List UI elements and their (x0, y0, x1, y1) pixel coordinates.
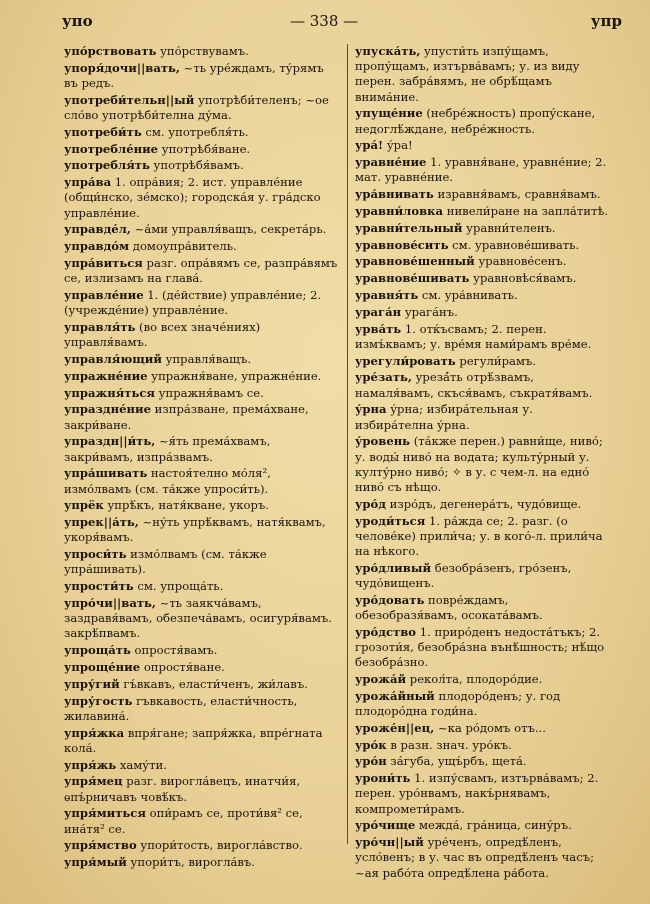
entry-headword: уро́чище (355, 818, 416, 833)
dictionary-entry (64, 660, 339, 675)
dictionary-entry (355, 721, 613, 736)
entry-headword: уро́дство (355, 624, 417, 639)
dictionary-entry (355, 593, 613, 623)
dictionary-entry (355, 155, 613, 185)
dictionary-entry (355, 514, 613, 560)
entry-headword: упра́шивать (64, 466, 148, 481)
dictionary-entry (64, 774, 339, 804)
entry-headword: упоря́дочи||вать, (64, 60, 180, 75)
entry-headword: урага́н (355, 304, 402, 319)
entry-definition: см. упроща́ть. (133, 579, 224, 594)
entry-definition: ~я́ть према́хвамъ, закри́вамъ, изпра́звамъ. (64, 434, 271, 464)
entry-definition: опи́рамъ се, проти́вя² се, ина́тя² се. (64, 806, 303, 836)
entry-definition: см. употребля́ть. (141, 124, 249, 139)
page-header (0, 8, 650, 34)
entry-definition: гъвкавость, еласти́чность, жилавина́. (64, 693, 298, 723)
dictionary-entry (64, 434, 339, 464)
dictionary-entry (64, 369, 339, 384)
entry-definition: употрѣбя́ване. (158, 141, 251, 156)
entry-headword: упрости́ть (64, 579, 134, 594)
entry-definition: изравня́вамъ, сравня́вамъ. (433, 187, 601, 202)
entry-definition: у́ра! (383, 138, 413, 153)
dictionary-entry (355, 689, 613, 719)
entry-headword: управля́ть (64, 319, 136, 334)
column-divider (347, 44, 348, 844)
entry-headword: урони́ть (355, 771, 411, 786)
entry-definition: 1. уравня́ване, уравне́ние; 2. мат. уравне́ние. (355, 155, 607, 185)
entry-headword: упру́гость (64, 693, 133, 708)
entry-headword: урожа́й (355, 671, 407, 686)
entry-headword: упря́мец (64, 774, 123, 789)
entry-definition: плодоро́денъ; у. год плодоро́дна годи́на. (355, 688, 561, 718)
entry-definition: ~ть заякча́вамъ, заздравя́вамъ, обезпеча́вамъ, осигуря́вамъ. закрѣ́пвамъ. (64, 595, 332, 641)
entry-definition: ~ть уре́ждамъ, ту́рямъ въ редъ. (64, 60, 324, 90)
entry-headword: управля́ющий (64, 351, 162, 366)
entry-definition: (та́кже перен.) равни́ще, ниво́; у. воды́ ниво́ на водата; культу́рный у. култу́рно ниво́; ✧ в у. с чем-л. на едно́ ниво́ съ нѣщо. (355, 434, 603, 494)
entry-definition: у́рна; избира́тельная у. избира́телна у́рна. (355, 402, 533, 432)
entry-headword: упря́мый (64, 855, 127, 870)
entry-headword: уравни́ловка (355, 204, 444, 218)
entry-definition: измо́лвамъ (см. та́кже упра́шивать). (64, 547, 267, 577)
entry-definition: рекол́та, плодоро́дие. (406, 671, 543, 686)
dictionary-entry (64, 677, 339, 692)
entry-definition: домоупра́витель. (129, 239, 237, 254)
dictionary-entry (355, 221, 613, 236)
entry-headword: упражня́ться (64, 385, 155, 400)
entry-headword: уро́н (355, 754, 387, 769)
entry-definition: управля́ващъ. (161, 351, 252, 366)
running-head-right: упр (590, 12, 622, 30)
entry-headword: уравнове́шивать (355, 271, 470, 286)
dictionary-entry (64, 855, 339, 870)
entry-definition: ~а́ми управля́ващъ, секрета́рь. (130, 222, 327, 237)
entry-headword: уравнове́сить (355, 237, 449, 252)
dictionary-entry (355, 44, 613, 105)
entry-headword: упраздн||и́ть, (64, 434, 156, 449)
entry-headword: уравня́ть (355, 287, 419, 302)
dictionary-entry (64, 643, 339, 658)
entry-headword: управде́л, (64, 222, 131, 237)
entry-headword: уравни́тельный (355, 220, 463, 235)
entry-definition: уравни́теленъ. (462, 220, 556, 235)
dictionary-entry (64, 596, 339, 642)
dictionary-entry (64, 515, 339, 545)
entry-headword: упра́виться (64, 255, 143, 270)
entry-headword: уро́чн||ый (355, 835, 424, 850)
entry-headword: упрек||а́ть, (64, 515, 139, 530)
dictionary-entry (64, 158, 339, 173)
entry-definition: 1. (де́йствие) управле́ние; 2. (учрежде́ние) управле́ние. (64, 287, 322, 318)
dictionary-entry (355, 754, 613, 769)
entry-definition: повре́ждамъ, обезобразя́вамъ, осоката́вамъ. (355, 592, 543, 622)
entry-headword: употреби́тельн||ый (64, 92, 195, 107)
dictionary-entry (64, 222, 339, 237)
entry-headword: употреби́ть (64, 124, 142, 139)
dictionary-entry (64, 498, 339, 513)
entry-definition: (во всех значе́ниях) управля́вамъ. (64, 319, 261, 350)
entry-headword: упроси́ть (64, 547, 127, 562)
dictionary-entry (64, 320, 339, 350)
entry-definition: упусти́ть изпу́щамъ, пропу́щамъ, изтърва́вамъ; у. из виду перен. забра́вямъ, не обрѣ́щамъ внима́ние. (355, 44, 580, 104)
dictionary-entry (64, 125, 339, 140)
dictionary-entry (64, 256, 339, 286)
entry-headword: уроди́ться (355, 513, 426, 528)
entry-definition: употрѣбя́вамъ. (149, 158, 244, 173)
entry-definition: упори́тость, вирогла́вство. (136, 838, 303, 853)
entry-definition: 1. приро́денъ недоста́тъкъ; 2. грозоти́я, безобра́зна вънѣ́шность; нѣ́що безобра́зно. (355, 624, 605, 670)
entry-headword: упуска́ть, (355, 44, 421, 58)
entry-headword: упуще́ние (355, 106, 423, 121)
dictionary-entry (64, 694, 339, 724)
dictionary-entry (355, 138, 613, 153)
entry-headword: употребле́ние (64, 141, 159, 156)
dictionary-entry (355, 106, 613, 136)
dictionary-entry (64, 579, 339, 594)
entry-definition: упражня́ване, упражне́ние. (147, 368, 322, 383)
dictionary-entry (355, 625, 613, 671)
dictionary-entry (64, 61, 339, 91)
dictionary-entry (64, 142, 339, 157)
entry-definition: разг. опра́вямъ се, разпра́вямъ се, излизамъ на глава́. (64, 255, 338, 286)
entry-definition: урезá́ть отрѣ́звамъ, намаля́вамъ, скъся́вамъ, съкратя́вамъ. (355, 370, 593, 400)
entry-headword: упру́гий (64, 676, 120, 691)
entry-headword: у́рна (355, 402, 387, 417)
dictionary-entry (64, 44, 339, 59)
dictionary-entry (64, 466, 339, 496)
entry-headword: управле́ние (64, 287, 144, 302)
dictionary-entry (355, 434, 613, 495)
entry-definition: см. ура́внивать. (418, 287, 518, 302)
entry-definition: употрѣби́теленъ; ~ое сло́во употрѣби́телна ду́ма. (64, 92, 329, 122)
entry-headword: ура́внивать (355, 187, 434, 202)
entry-headword: упря́мство (64, 838, 137, 853)
entry-headword: упроща́ть (64, 643, 131, 658)
dictionary-entry (64, 288, 339, 318)
dictionary-entry (355, 771, 613, 817)
dictionary-entry (355, 238, 613, 253)
dictionary-entry (355, 288, 613, 303)
entry-headword: у́ровень (355, 434, 411, 449)
entry-headword: уроже́н||ец, (355, 720, 435, 735)
entry-headword: уравне́ние (355, 155, 427, 170)
entry-headword: упро́чи||вать, (64, 595, 156, 610)
right-column (355, 44, 613, 882)
entry-definition: урага́нъ. (401, 304, 458, 319)
entry-definition: ~ка ро́домъ отъ... (434, 720, 546, 735)
entry-definition: уравновѣся́вамъ. (469, 271, 577, 286)
dictionary-entry (64, 239, 339, 254)
entry-definition: 1. опра́вия; 2. ист. управле́ние (общи́нско, зе́мско); городска́я у. гра́дско управле́ние. (64, 175, 321, 220)
dictionary-entry (355, 402, 613, 432)
entry-definition: опростя́вамъ. (130, 643, 218, 658)
dictionary-entry (64, 402, 339, 432)
entry-headword: уравнове́шенный (355, 254, 475, 269)
dictionary-entry (355, 738, 613, 753)
entry-headword: уре́зать, (355, 370, 412, 385)
entry-definition: 1. ра́жда се; 2. разг. (о челове́ке) прили́ча; у. в кого́-л. прили́ча на нѣкого. (355, 513, 603, 558)
entry-headword: уро́д (355, 496, 386, 511)
entry-definition: настоя́телно мо́ля², измо́лвамъ (см. та́кже упроси́ть). (64, 466, 271, 496)
entry-headword: ура́! (355, 138, 384, 153)
entry-headword: упрёк (64, 498, 104, 513)
dictionary-entry (355, 561, 613, 591)
entry-headword: упроще́ние (64, 659, 141, 674)
entry-definition: уравнове́сенъ. (474, 254, 567, 269)
dictionary-entry (355, 322, 613, 352)
entry-definition: упражня́вамъ се. (154, 385, 264, 400)
dictionary-entry (355, 672, 613, 687)
entry-definition: нивели́ране на запла́титѣ. (443, 204, 609, 218)
dictionary-entry (355, 271, 613, 286)
entry-definition: уре́ченъ, опредѣ́ленъ, усло́венъ; в у. час въ опредѣ́ленъ часъ; ~ая рабо́та опредѣ́лена ра́бота. (355, 835, 594, 880)
entry-headword: урва́ть (355, 321, 402, 336)
dictionary-entry (64, 758, 339, 773)
entry-definition: упори́тъ, вирогла́въ. (126, 855, 255, 870)
entry-headword: урожа́йный (355, 688, 435, 703)
entry-headword: упря́жка (64, 725, 125, 740)
dictionary-entry (355, 254, 613, 269)
entry-headword: упо́рствовать (64, 44, 157, 58)
dictionary-entry (64, 838, 339, 853)
entry-headword: урегули́ровать (355, 353, 456, 368)
dictionary-entry (64, 175, 339, 221)
entry-headword: упражне́ние (64, 368, 148, 383)
entry-headword: упря́миться (64, 806, 146, 821)
entry-definition: хаму́ти. (116, 757, 167, 772)
running-head-left: упо (62, 12, 93, 30)
entry-headword: управдо́м (64, 239, 130, 254)
entry-definition: 1. изпу́свамъ, изтърва́вамъ; 2. перен. уро́нвамъ, накъ́рнявамъ, компромети́рамъ. (355, 771, 599, 816)
entry-definition: упрѣ́къ, натя́кване, укоръ. (103, 498, 269, 513)
entry-definition: (небре́жность) пропу́скане, недоглѣ́ждане, небре́жность. (355, 106, 596, 136)
dictionary-entry (355, 305, 613, 320)
entry-definition: опростя́ване. (140, 659, 225, 674)
entry-definition: см. уравнове́шивать. (448, 237, 580, 252)
entry-definition: впря́гане; запря́жка, впре́гната кола́. (64, 725, 323, 755)
page-number: — 338 — (290, 12, 359, 30)
entry-definition: 1. отќъсвамъ; 2. перен. измъ́квамъ; у. вре́мя нами́рамъ вре́ме. (355, 321, 592, 351)
dictionary-entry (355, 354, 613, 369)
dictionary-entry (64, 386, 339, 401)
entry-definition: изро́дъ, дегенера́тъ, чудо́вище. (386, 496, 582, 511)
entry-headword: уро́довать (355, 592, 425, 607)
entry-headword: уро́дливый (355, 560, 432, 575)
dictionary-entry (64, 726, 339, 756)
dictionary-entry (355, 818, 613, 833)
entry-headword: упра́ва (64, 175, 112, 190)
dictionary-entry (64, 352, 339, 367)
entry-definition: упо́рствувамъ. (156, 44, 249, 58)
entry-definition: изпра́зване, према́хване, закри́ване. (64, 402, 309, 432)
dictionary-entry (64, 547, 339, 577)
entry-headword: уро́к (355, 737, 387, 752)
entry-definition: регули́рамъ. (455, 353, 537, 368)
entry-definition: межда́, гра́ница, сину́ръ. (415, 818, 572, 833)
entry-headword: упраздне́ние (64, 402, 151, 417)
entry-headword: употребля́ть (64, 158, 150, 173)
left-column (64, 44, 339, 872)
entry-definition: безобра́зенъ, гро́зенъ, чудо́вищенъ. (355, 560, 572, 590)
entry-definition: гъ́вкавъ, еласти́ченъ, жи́лавъ. (119, 676, 308, 691)
dictionary-entry (355, 204, 613, 219)
dictionary-entry (355, 187, 613, 202)
dictionary-entry (64, 806, 339, 836)
dictionary-entry (64, 93, 339, 123)
entry-definition: за́губа, ущъ́рбъ, щета́. (386, 754, 527, 769)
entry-headword: упря́жь (64, 757, 117, 772)
dictionary-entry (355, 370, 613, 400)
dictionary-entry (355, 835, 613, 881)
entry-definition: ~ну́ть упрѣ́квамъ, натя́квамъ, укоря́вамъ. (64, 515, 326, 545)
entry-definition: разг. вирогла́вецъ, инатчи́я, ѳпъ́рничавъ човѣ́къ. (64, 774, 301, 804)
dictionary-entry (355, 497, 613, 512)
entry-definition: в разн. знач. уро́къ. (386, 737, 512, 752)
